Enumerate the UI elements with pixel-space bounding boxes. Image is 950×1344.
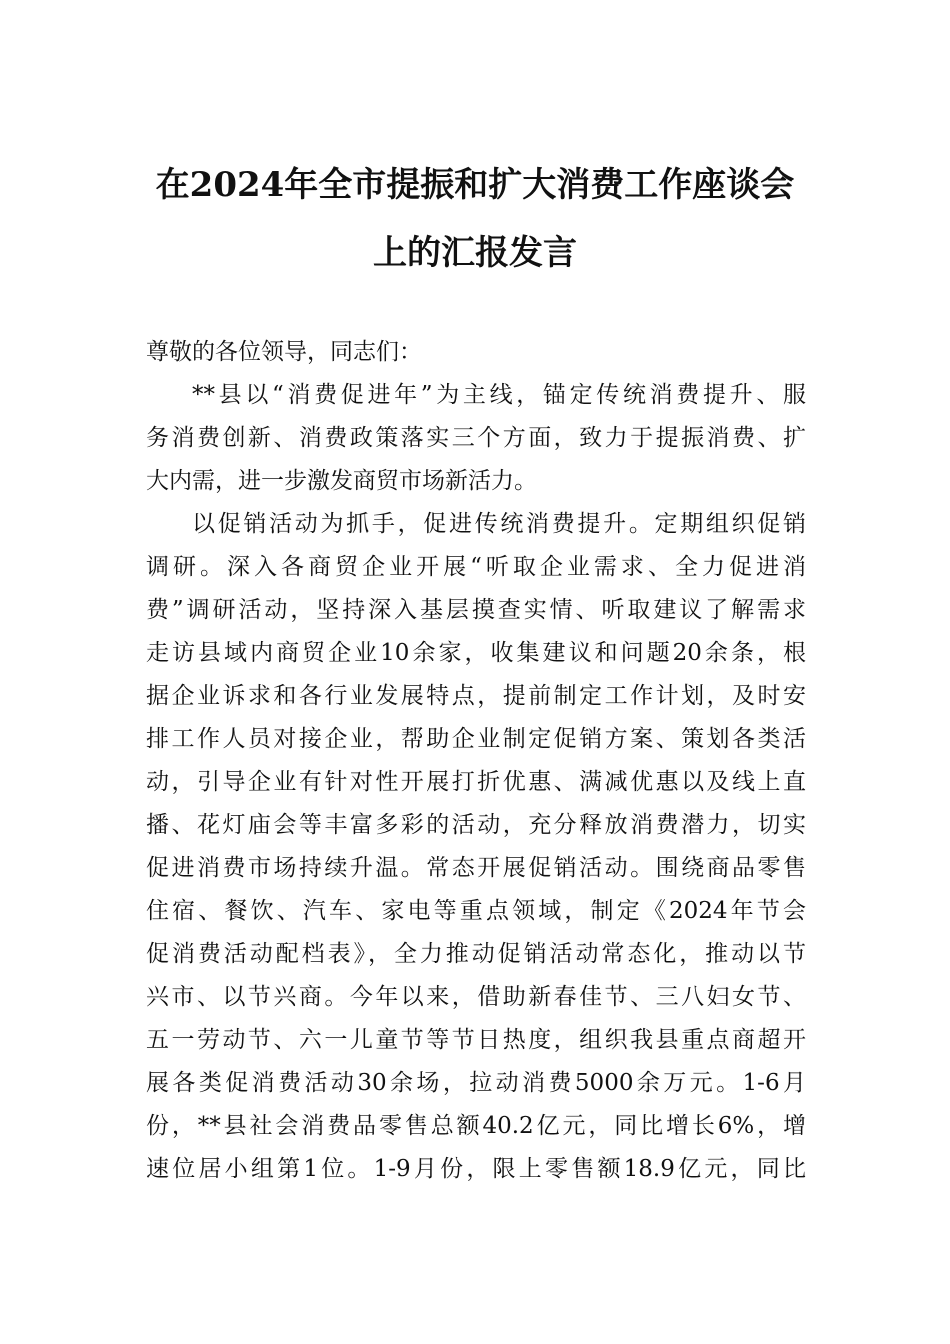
paragraph-1-line-1: **县以“消费促进年”为主线，锚定传统消费提升、服	[192, 382, 806, 408]
paragraph-2-line-14: 展各类促消费活动30余场，拉动消费5000余万元。1-6月	[146, 1070, 806, 1096]
paragraph-2-line-15: 份，**县社会消费品零售总额40.2亿元，同比增长6%，增	[146, 1113, 806, 1139]
paragraph-1-line-2: 务消费创新、消费政策落实三个方面，致力于提振消费、扩	[146, 425, 806, 451]
paragraph-2-line-2: 调研。深入各商贸企业开展“听取企业需求、全力促进消	[146, 554, 806, 580]
paragraph-2-line-3: 费”调研活动，坚持深入基层摸查实情、听取建议了解需求	[146, 597, 806, 623]
paragraph-1-line-3: 大内需，进一步激发商贸市场新活力。	[146, 468, 537, 494]
paragraph-2-line-11: 促消费活动配档表》，全力推动促销活动常态化，推动以节	[146, 941, 806, 967]
paragraph-2-line-9: 促进消费市场持续升温。常态开展促销活动。围绕商品零售	[146, 855, 806, 881]
paragraph-2-line-10: 住宿、餐饮、汽车、家电等重点领域，制定《2024年节会	[146, 898, 806, 924]
salutation: 尊敬的各位领导，同志们：	[146, 339, 422, 365]
paragraph-2-line-1: 以促销活动为抓手，促进传统消费提升。定期组织促销	[192, 511, 806, 537]
document-title-line-2: 上的汇报发言	[373, 233, 577, 273]
paragraph-2-line-13: 五一劳动节、六一儿童节等节日热度，组织我县重点商超开	[146, 1027, 806, 1053]
document-title-line-1: 在2024年全市提振和扩大消费工作座谈会	[155, 165, 795, 205]
paragraph-2-line-8: 播、花灯庙会等丰富多彩的活动，充分释放消费潜力，切实	[146, 812, 806, 838]
paragraph-2-line-16: 速位居小组第1位。1-9月份，限上零售额18.9亿元，同比	[146, 1156, 806, 1182]
paragraph-2-line-6: 排工作人员对接企业，帮助企业制定促销方案、策划各类活	[146, 726, 806, 752]
paragraph-2-line-12: 兴市、以节兴商。今年以来，借助新春佳节、三八妇女节、	[146, 984, 806, 1010]
paragraph-2-line-5: 据企业诉求和各行业发展特点，提前制定工作计划，及时安	[146, 683, 806, 709]
paragraph-2-line-4: 走访县域内商贸企业10余家，收集建议和问题20余条，根	[146, 640, 806, 666]
paragraph-2-line-7: 动，引导企业有针对性开展打折优惠、满减优惠以及线上直	[146, 769, 806, 795]
